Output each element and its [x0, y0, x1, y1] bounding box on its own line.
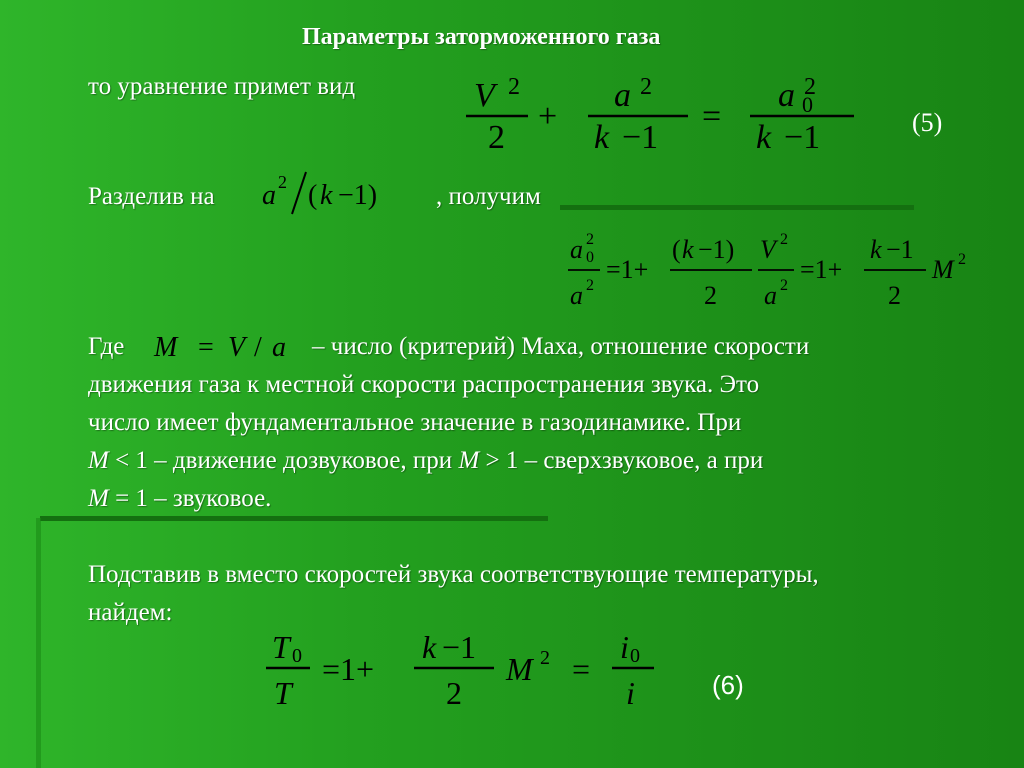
mach-description: – число (критерий) Маха, отношение скорости — [312, 333, 810, 360]
divisor-expression — [258, 168, 408, 223]
svg-text:2: 2 — [958, 251, 966, 268]
svg-text:2: 2 — [888, 281, 901, 310]
svg-text:2: 2 — [704, 281, 717, 310]
svg-text:−1): −1) — [698, 235, 735, 264]
svg-text:=1+: =1+ — [606, 255, 649, 284]
svg-text:=: = — [572, 651, 591, 687]
decor-bar-middle — [40, 516, 548, 521]
equation-5 — [462, 72, 862, 159]
svg-text:−1: −1 — [622, 119, 659, 156]
svg-text:i: i — [620, 629, 629, 665]
svg-text:2: 2 — [540, 647, 550, 669]
svg-text:2: 2 — [780, 277, 788, 294]
svg-text:=1+: =1+ — [800, 255, 843, 284]
svg-text:−1: −1 — [784, 119, 821, 156]
svg-text:0: 0 — [630, 645, 640, 667]
svg-text:2: 2 — [488, 119, 505, 156]
svg-text:k: k — [594, 119, 610, 156]
svg-text:(: ( — [308, 180, 318, 211]
svg-text:k: k — [870, 235, 882, 264]
svg-text:k: k — [756, 119, 772, 156]
svg-text:k: k — [682, 235, 694, 264]
svg-text:−1): −1) — [338, 180, 378, 211]
svg-text:(: ( — [672, 235, 681, 264]
paragraph-line-4: M = 1 – звуковое. — [88, 485, 272, 512]
decor-bar-left — [36, 518, 41, 768]
get-text: , получим — [436, 183, 541, 210]
svg-text:a: a — [570, 281, 583, 310]
paragraph-line-2: число имеет фундаментальное значение в газодинамике. При — [88, 409, 742, 436]
paragraph-line-3: M < 1 – движение дозвуковое, при M > 1 – сверхзвуковое, а при — [88, 447, 764, 474]
svg-text:a: a — [262, 180, 276, 211]
svg-text:a: a — [778, 77, 795, 114]
where-text: Где — [88, 333, 125, 360]
svg-text:M: M — [932, 255, 954, 284]
svg-text:M: M — [154, 332, 178, 363]
svg-text:=1+: =1+ — [322, 651, 375, 687]
svg-text:2: 2 — [640, 74, 652, 100]
svg-text:/: / — [254, 332, 262, 363]
svg-text:k: k — [320, 180, 333, 211]
svg-text:V: V — [760, 235, 776, 264]
svg-text:2: 2 — [446, 675, 462, 711]
svg-text:2: 2 — [586, 277, 594, 294]
svg-text:k: k — [422, 629, 437, 665]
svg-text:−1: −1 — [442, 629, 477, 665]
svg-text:a: a — [570, 235, 583, 264]
paragraph-line-1: движения газа к местной скорости распространения звука. Это — [88, 371, 760, 398]
svg-text:=: = — [198, 332, 214, 363]
mach-definition — [150, 326, 320, 371]
svg-text:M: M — [506, 651, 533, 687]
equation-6 — [262, 628, 672, 717]
svg-text:0: 0 — [292, 645, 302, 667]
equation-6-number: (6) — [712, 670, 744, 700]
svg-text:V: V — [228, 332, 246, 363]
svg-text:0: 0 — [586, 249, 594, 266]
intro-text: то уравнение примет вид — [88, 73, 356, 100]
decor-bar-top — [560, 205, 914, 210]
svg-text:2: 2 — [278, 172, 287, 192]
svg-text:0: 0 — [802, 92, 813, 117]
svg-text:a: a — [764, 281, 777, 310]
substitution-line-2: найдем: — [88, 599, 173, 626]
svg-text:+: + — [538, 98, 558, 135]
svg-text:2: 2 — [804, 74, 816, 100]
svg-text:2: 2 — [586, 231, 594, 248]
substitution-line-1: Подставив в вместо скоростей звука соответствующие температуры, — [88, 561, 819, 588]
svg-text:=: = — [702, 98, 722, 135]
svg-text:V: V — [474, 77, 495, 114]
equation-mach-ratio — [566, 228, 976, 317]
svg-text:a: a — [272, 332, 286, 363]
svg-text:T: T — [274, 675, 292, 711]
svg-text:2: 2 — [780, 231, 788, 248]
svg-text:a: a — [614, 77, 631, 114]
svg-text:i: i — [626, 675, 635, 711]
equation-5-number: (5) — [912, 108, 943, 137]
slide-title: Параметры заторможенного газа — [302, 24, 661, 50]
svg-text:−1: −1 — [886, 235, 914, 264]
svg-text:2: 2 — [508, 74, 520, 100]
divide-text: Разделив на — [88, 183, 215, 210]
svg-text:T: T — [272, 629, 290, 665]
